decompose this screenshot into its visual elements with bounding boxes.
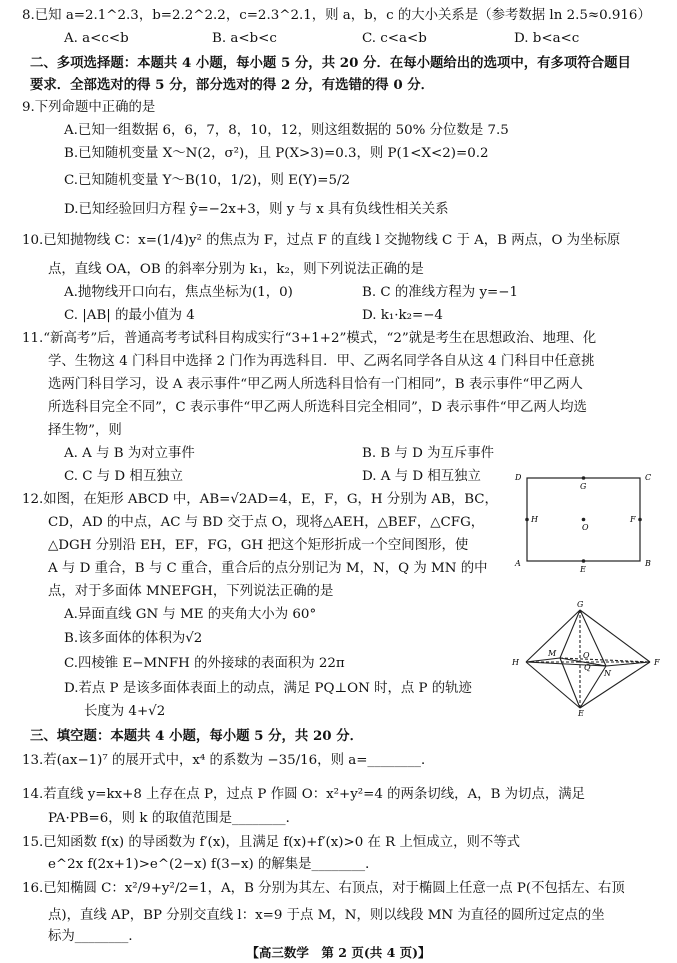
label-o: O [582,523,589,532]
polyhedron-figure [508,598,668,716]
section2-title-line2: 要求．全部选对的得 5 分，部分选对的得 2 分，有选错的得 0 分． [30,77,435,93]
label-m: M [548,649,557,658]
q12-option-d-cont: 长度为 4+√2 [84,704,166,719]
label-h: H [531,515,538,524]
q12-line1: 12.如图，在矩形 ABCD 中，AB=√2AD=4，E，F，G，H 分别为 AB，BC， [22,492,498,507]
label-g: G [580,482,587,491]
label-o2: O [583,651,590,660]
q9-stem: 9.下列命题中正确的是 [22,100,156,115]
q9-option-d: D.已知经验回归方程 ŷ=−2x+3，则 y 与 x 具有负线性相关关系 [64,202,449,217]
section3-title: 三、填空题：本题共 4 小题，每小题 5 分，共 20 分． [30,728,364,744]
q16-line3: 标为________． [48,929,142,944]
q11-option-c: C. C 与 D 相互独立 [64,469,183,484]
q10-option-a: A.抛物线开口向右，焦点坐标为(1，0) [64,285,293,300]
label-e2: E [578,709,584,716]
q8-option-a: A. a<c<b [64,31,129,46]
q15-line2: e^2x f(2x+1)>e^(2−x) f(3−x) 的解集是________． [48,857,379,872]
q11-option-d: D. A 与 D 相互独立 [362,469,481,484]
label-n: N [604,669,611,678]
q9-option-a: A.已知一组数据 6，6，7，8，10，12，则这组数据的 50% 分位数是 7.5 [64,123,509,138]
q8-option-d: D. b<a<c [514,31,580,46]
q8-option-b: B. a<b<c [212,31,277,46]
q12-line4: A 与 D 重合，B 与 C 重合，重合后的点分别记为 M，N，Q 为 MN 的中 [48,561,488,576]
q11-line1: 11.“新高考”后，普通高考考试科目构成实行“3+1+2”模式，“2”就是考生在思想政治、地理、化 [22,331,597,346]
label-q: Q [584,663,591,672]
q10-option-c: C. |AB| 的最小值为 4 [64,308,195,323]
q10-stem-line2: 点，直线 OA，OB 的斜率分别为 k₁，k₂，则下列说法正确的是 [48,262,424,277]
page-footer: 【高三数学 第 2 页(共 4 页)】 [246,945,431,960]
q14-line2: PA·PB=6，则 k 的取值范围是________． [48,811,300,826]
q14-line1: 14.若直线 y=kx+8 上存在点 P，过点 P 作圆 O：x²+y²=4 的两条切线，A，B 为切点，满足 [22,787,586,802]
label-g2: G [577,600,584,609]
q8-option-c: C. c<a<b [362,31,427,46]
rectangle-figure [510,470,660,578]
label-h2: H [512,658,519,667]
q12-option-c: C.四棱锥 E−MNFH 的外接球的表面积为 22π [64,656,345,671]
q11-line4: 所选科目完全不同”，C 表示事件“甲乙两人所选科目完全相同”，D 表示事件“甲乙两人均选 [48,400,587,415]
q11-option-b: B. B 与 D 为互斥事件 [362,446,495,461]
label-a: A [515,559,521,568]
q10-option-d: D. k₁·k₂=−4 [362,308,443,323]
q12-line2: CD，AD 的中点，AC 与 BD 交于点 O，现将△AEH，△BEF，△CFG， [48,515,485,530]
q11-line5: 择生物”，则 [48,423,122,438]
q12-option-b: B.该多面体的体积为√2 [64,631,203,646]
label-f: F [630,515,636,524]
q12-option-a: A.异面直线 GN 与 ME 的夹角大小为 60° [64,607,317,622]
q12-option-d: D.若点 P 是该多面体表面上的动点，满足 PQ⊥ON 时，点 P 的轨迹 [64,681,472,696]
q16-line1: 16.已知椭圆 C：x²/9+y²/2=1，A，B 分别为其左、右顶点，对于椭圆上任意一点 P(不包括左、右顶 [22,881,625,896]
section2-title-line1: 二、多项选择题：本题共 4 小题，每小题 5 分，共 20 分．在每小题给出的选项中，有多项符合题目 [30,55,631,71]
q12-line5: 点，对于多面体 MNEFGH，下列说法正确的是 [48,584,334,599]
q11-line3: 选两门科目学习，设 A 表示事件“甲乙两人所选科目恰有一门相同”，B 表示事件“甲乙两人 [48,377,583,392]
q9-option-c: C.已知随机变量 Y～B(10，1/2)，则 E(Y)=5/2 [64,173,350,188]
q10-stem-line1: 10.已知抛物线 C：x=(1/4)y² 的焦点为 F，过点 F 的直线 l 交抛物线 C 于 A，B 两点，O 为坐标原 [22,233,621,248]
q10-option-b: B. C 的准线方程为 y=−1 [362,285,518,300]
q11-option-a: A. A 与 B 为对立事件 [64,446,195,461]
label-b: B [645,559,651,568]
q12-line3: △DGH 分别沿 EH，EF，FG，GH 把这个矩形折成一个空间图形，使 [48,538,469,553]
q16-line2: 点)，直线 AP，BP 分别交直线 l：x=9 于点 M，N，则以线段 MN 为直径的圆所过定点的坐 [48,908,605,923]
q9-option-b: B.已知随机变量 X～N(2，σ²)，且 P(X>3)=0.3，则 P(1<X<2)=0.2 [64,146,489,161]
q15-line1: 15.已知函数 f(x) 的导函数为 f′(x)，且满足 f(x)+f′(x)>0 在 R 上恒成立，则不等式 [22,835,521,850]
label-d: D [515,473,522,482]
label-c: C [645,473,652,482]
label-f2: F [654,658,660,667]
q11-line2: 学、生物这 4 门科目中选择 2 门作为再选科目．甲、乙两名同学各自从这 4 门科目中任意挑 [48,354,595,369]
q13-text: 13.若(ax−1)⁷ 的展开式中，x⁴ 的系数为 −35/16，则 a=________． [22,753,435,768]
q8-stem: 8.已知 a=2.1^2.3，b=2.2^2.2，c=2.3^2.1，则 a，b，c 的大小关系是（参考数据 ln 2.5≈0.916） [22,8,651,23]
label-e: E [580,565,586,574]
